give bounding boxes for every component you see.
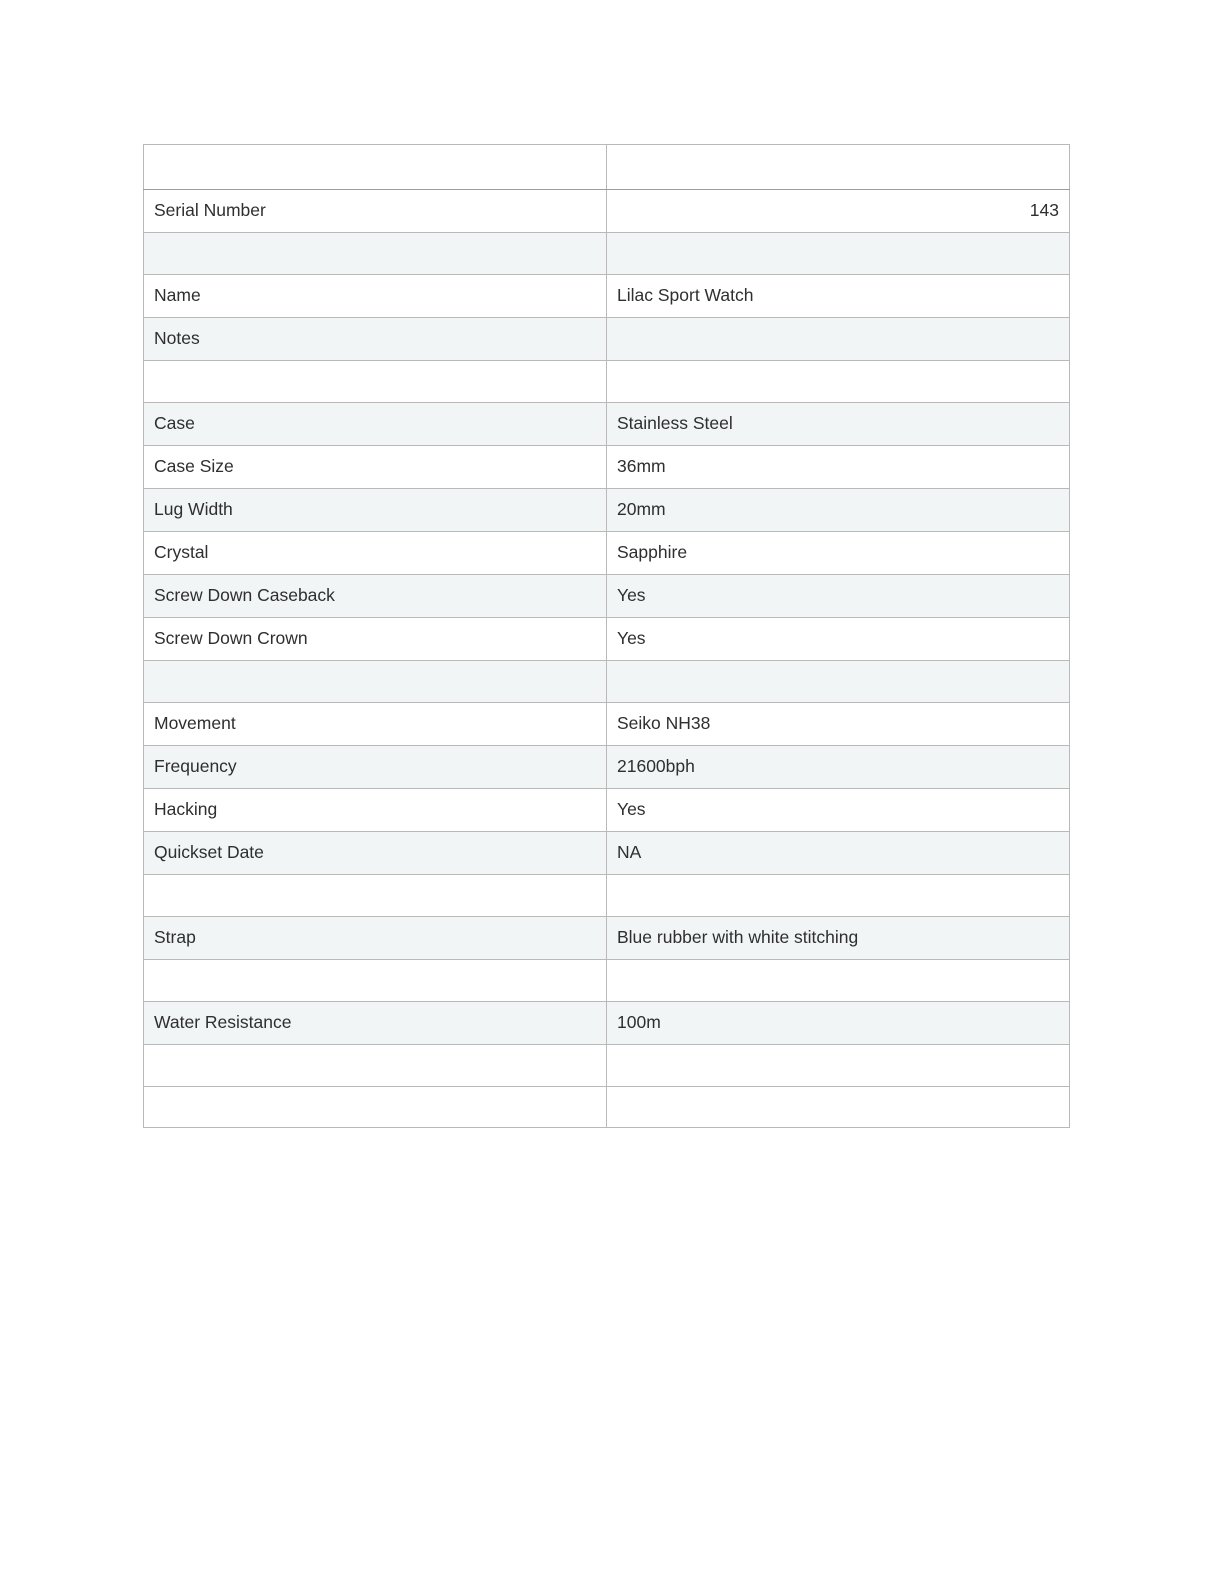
table-row [144, 746, 1070, 789]
table-cell-value: 143 [607, 190, 1070, 233]
table-cell-label [144, 1045, 607, 1087]
table-row [144, 917, 1070, 960]
table-cell-label: Strap [144, 917, 607, 960]
table-cell-value: NA [607, 832, 1070, 875]
watch-spec-table-body [144, 145, 1070, 1128]
table-row [144, 661, 1070, 703]
table-cell-value: Blue rubber with white stitching [607, 917, 1070, 960]
table-cell-value [607, 233, 1070, 275]
table-cell-value [607, 145, 1070, 190]
table-cell-value [607, 318, 1070, 361]
table-cell-label: Frequency [144, 746, 607, 789]
table-cell-value: Yes [607, 618, 1070, 661]
table-row [144, 233, 1070, 275]
table-cell-label: Quickset Date [144, 832, 607, 875]
table-row [144, 575, 1070, 618]
table-cell-label: Hacking [144, 789, 607, 832]
table-row [144, 275, 1070, 318]
table-cell-value: 20mm [607, 489, 1070, 532]
table-cell-label: Case Size [144, 446, 607, 489]
table-cell-label: Notes [144, 318, 607, 361]
table-cell-value [607, 661, 1070, 703]
table-cell-value: Stainless Steel [607, 403, 1070, 446]
table-cell-label [144, 1087, 607, 1128]
table-cell-value [607, 875, 1070, 917]
table-row [144, 361, 1070, 403]
watch-spec-table-container [143, 144, 1069, 1128]
table-cell-label: Lug Width [144, 489, 607, 532]
table-cell-value: 100m [607, 1002, 1070, 1045]
table-cell-label [144, 875, 607, 917]
table-cell-label: Water Resistance [144, 1002, 607, 1045]
table-cell-value: 36mm [607, 446, 1070, 489]
table-row [144, 960, 1070, 1002]
table-row [144, 703, 1070, 746]
table-row [144, 318, 1070, 361]
table-cell-value: Seiko NH38 [607, 703, 1070, 746]
table-cell-label [144, 145, 607, 190]
table-cell-value: 21600bph [607, 746, 1070, 789]
table-cell-label: Serial Number [144, 190, 607, 233]
table-cell-value [607, 1045, 1070, 1087]
table-row [144, 832, 1070, 875]
table-cell-value: Sapphire [607, 532, 1070, 575]
table-cell-label [144, 661, 607, 703]
table-row [144, 789, 1070, 832]
table-row [144, 489, 1070, 532]
table-row [144, 446, 1070, 489]
table-cell-label: Case [144, 403, 607, 446]
table-row [144, 1002, 1070, 1045]
table-cell-label: Name [144, 275, 607, 318]
table-cell-value [607, 361, 1070, 403]
table-cell-value: Yes [607, 575, 1070, 618]
table-row [144, 1045, 1070, 1087]
table-cell-value [607, 960, 1070, 1002]
table-cell-label: Screw Down Caseback [144, 575, 607, 618]
table-row [144, 618, 1070, 661]
watch-spec-table [143, 144, 1070, 1128]
table-cell-value: Yes [607, 789, 1070, 832]
table-cell-label: Movement [144, 703, 607, 746]
table-cell-label: Screw Down Crown [144, 618, 607, 661]
table-cell-label: Crystal [144, 532, 607, 575]
table-cell-value: Lilac Sport Watch [607, 275, 1070, 318]
table-cell-label [144, 361, 607, 403]
table-row [144, 190, 1070, 233]
table-row [144, 403, 1070, 446]
table-cell-value [607, 1087, 1070, 1128]
table-cell-label [144, 960, 607, 1002]
table-row [144, 532, 1070, 575]
table-row [144, 1087, 1070, 1128]
table-row [144, 875, 1070, 917]
table-row [144, 145, 1070, 190]
table-cell-label [144, 233, 607, 275]
